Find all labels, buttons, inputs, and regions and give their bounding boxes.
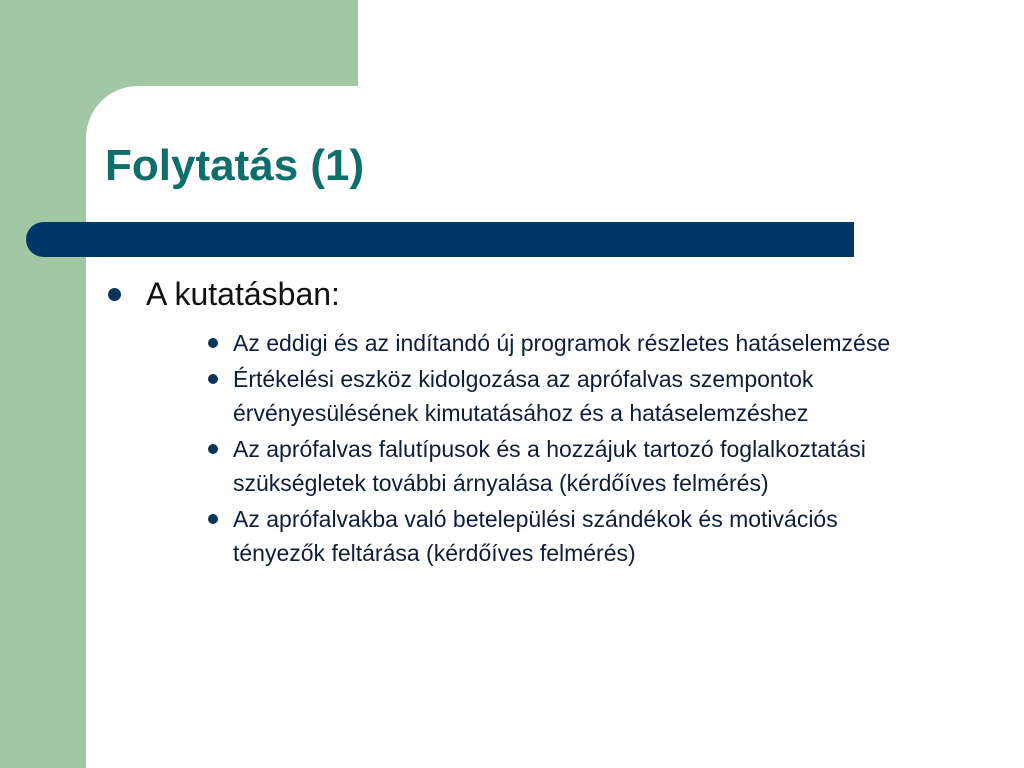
slide-title: Folytatás (1) (105, 141, 365, 190)
sub-bullet-item (208, 362, 898, 430)
level1-bullet-item (108, 274, 340, 316)
sub-bullet-text: Az aprófalvakba való betelepülési szándékok és motivációs tényezők feltárása (kérdőíves felmérés) (233, 506, 838, 566)
bullet-icon (208, 374, 218, 384)
bullet-icon (108, 288, 121, 301)
bullet-icon (208, 444, 218, 454)
sub-bullet-item (208, 502, 898, 570)
level1-text: A kutatásban: (146, 276, 340, 312)
sub-bullet-text: Az eddigi és az indítandó új programok részletes hatáselemzése (233, 330, 891, 356)
sub-bullet-text: Az aprófalvas falutípusok és a hozzájuk tartozó foglalkoztatási szükségletek további árnyalása (kérdőíves felmérés) (233, 436, 866, 496)
bullet-icon (208, 338, 218, 348)
sub-bullet-text: Értékelési eszköz kidolgozása az aprófalvas szempontok érvényesülésének kimutatásához és a hatáselemzéshez (233, 366, 814, 426)
bullet-icon (208, 514, 218, 524)
sub-bullet-item (208, 326, 898, 360)
sub-bullet-list (208, 326, 898, 572)
sub-bullet-item (208, 432, 898, 500)
